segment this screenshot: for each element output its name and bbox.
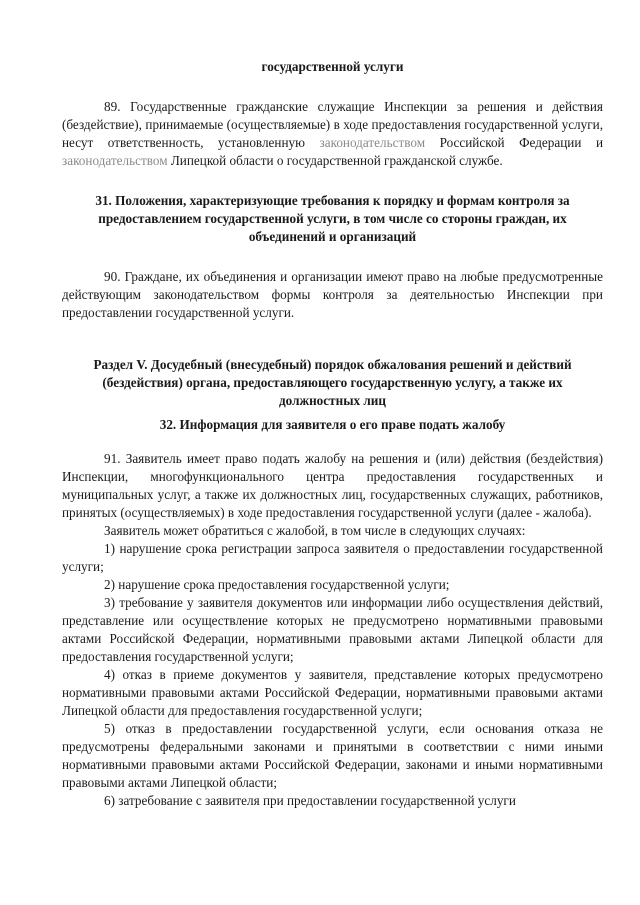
list-item: 5) отказ в предоставлении государственной услуги, если основания отказа не предусмотрены федеральными законами и принятыми в соответствии с ними иными нормативными правовыми актами Российской Федерации, законами и иными нормативными правовыми актами Липецкой области; bbox=[62, 721, 603, 790]
paragraph-89 bbox=[62, 98, 603, 170]
heading-32: 32. Информация для заявителя о его праве подать жалобу bbox=[159, 417, 506, 432]
list-item: 6) затребование с заявителя при предоставлении государственной услуги bbox=[104, 793, 516, 808]
list-item: 4) отказ в приеме документов у заявителя, представление которых предусмотрено нормативными правовыми актами Российской Федерации, нормативными правовыми актами Липецкой области для предоставления государственной услуги; bbox=[62, 667, 603, 718]
cases-intro: Заявитель может обратиться с жалобой, в том числе в следующих случаях: bbox=[104, 523, 526, 538]
list-item: 3) требование у заявителя документов или информации либо осуществления действий, представление или осуществление которых не предусмотрено нормативными правовыми актами Российской Федерации, нормативными правовыми актами Липецкой области для предоставления государственной услуги; bbox=[62, 595, 603, 664]
top-heading: государственной услуги bbox=[261, 59, 404, 74]
p89-text-e: Липецкой области о государственной гражданской службе. bbox=[167, 153, 503, 168]
p89-text-c: Российской Федерации и bbox=[425, 135, 603, 150]
section-5-heading: Раздел V. Досудебный (внесудебный) порядок обжалования решений и действий (бездействия) органа, предоставляющего государственную услугу, а также их должностных лиц bbox=[93, 357, 572, 408]
document-page bbox=[62, 58, 603, 810]
paragraph-91: 91. Заявитель имеет право подать жалобу на решения и (или) действия (бездействия) Инспекции, многофункционального центра предоставления государственных и муниципальных услуг, а также их должностных лиц, государственных служащих, работников, принятых (осуществляемых) в ходе предоставления государственной услуги (далее - жалоба). bbox=[62, 451, 603, 520]
paragraph-90: 90. Граждане, их объединения и организации имеют право на любые предусмотренные действующим законодательством формы контроля за деятельностью Инспекции при предоставлении государственной услуги. bbox=[62, 269, 603, 320]
heading-31: 31. Положения, характеризующие требования к порядку и формам контроля за предоставлением государственной услуги, в том числе со стороны граждан, их объединений и организаций bbox=[95, 193, 570, 244]
p89-faded-word-1: законодательством bbox=[319, 135, 426, 150]
p89-text-a: 89. Государственные гражданские служащие Инспекции за решения и действия (бездействие), принимаемые (осуществляемые) в ходе предоставления государственной услуги, несут ответственность, установленную bbox=[62, 99, 603, 150]
list-item: 2) нарушение срока предоставления государственной услуги; bbox=[104, 577, 450, 592]
list-item: 1) нарушение срока регистрации запроса заявителя о предоставлении государственной услуги; bbox=[62, 541, 603, 574]
p89-faded-word-2: законодательством bbox=[62, 153, 168, 168]
